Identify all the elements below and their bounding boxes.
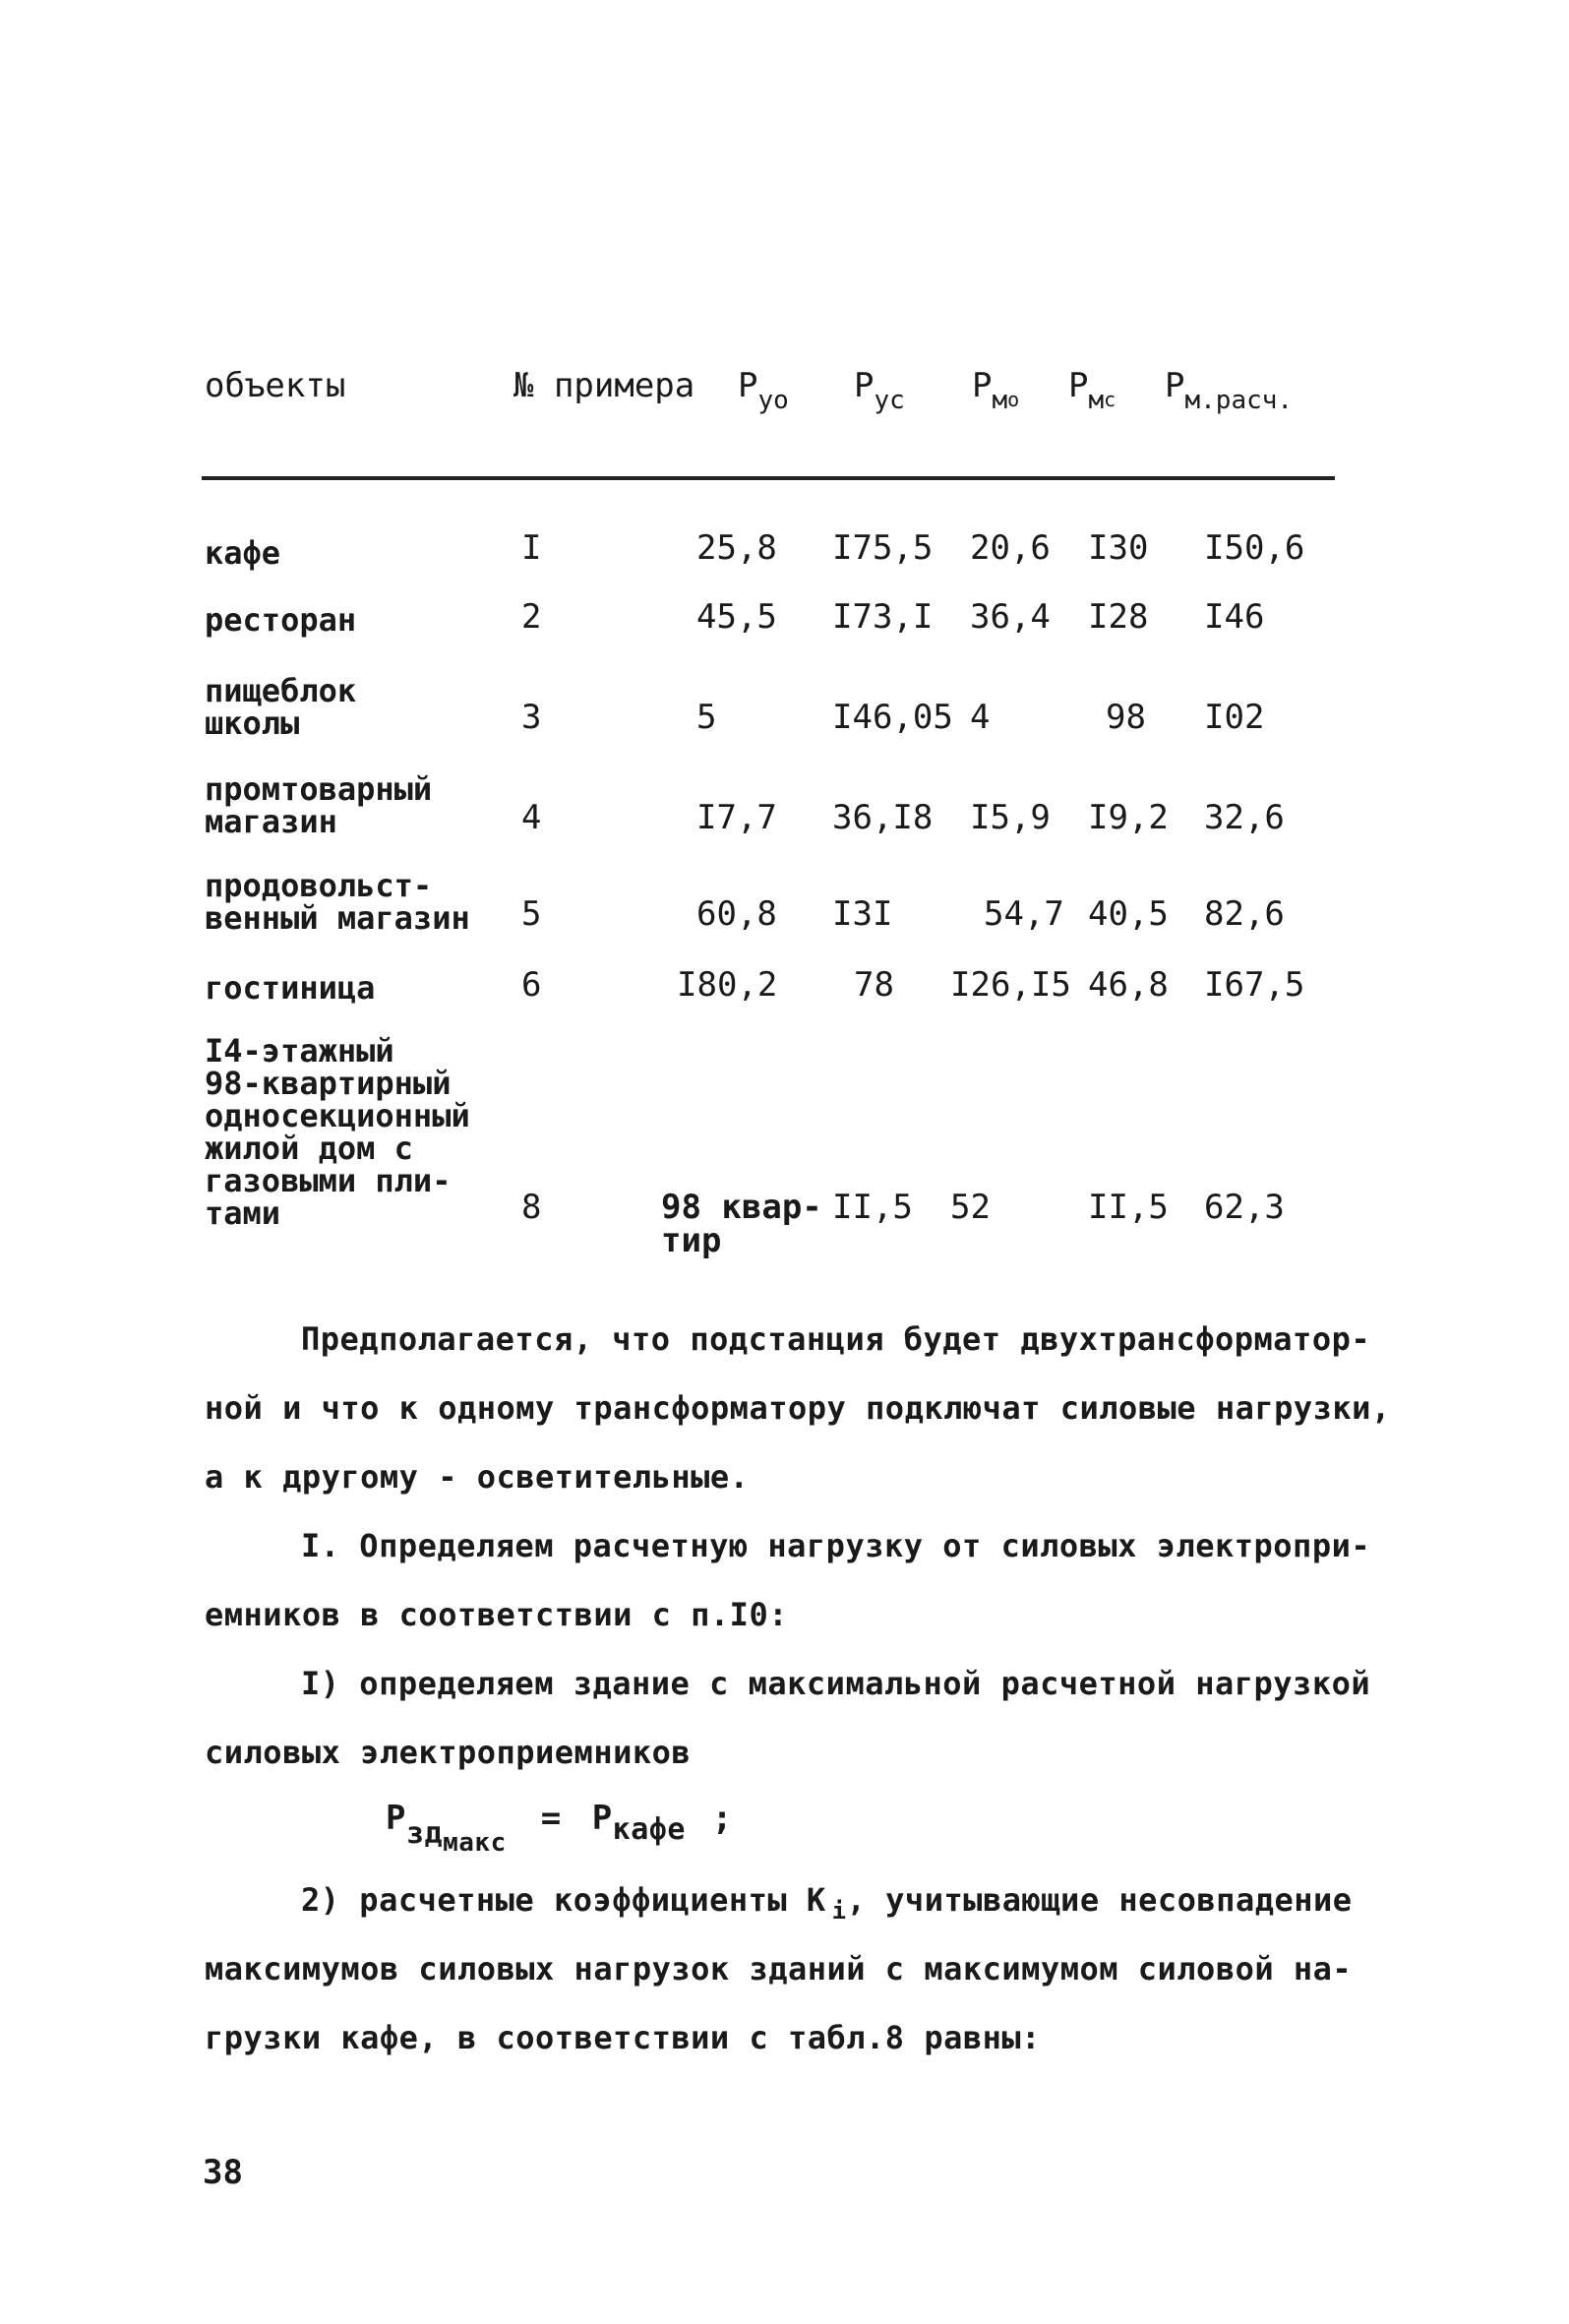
table-cell-no: 3: [521, 698, 542, 737]
body-text-line: емников в соответствии с п.I0:: [205, 1596, 788, 1633]
formula: Pзд$_{макс}$ = Pкафе ;: [386, 1799, 733, 1858]
body-text-line: Предполагается, что подстанция будет двухтрансформатор-: [301, 1320, 1371, 1358]
table-cell-pyc: I73,I: [832, 597, 934, 637]
table-row-object: гостиница: [205, 969, 376, 1007]
table-cell-pmo: 36,4: [970, 597, 1051, 637]
table-cell-pyo: I80,2: [677, 965, 778, 1005]
table-cell-pyc: 36,I8: [832, 798, 934, 837]
body-text-line: максимумов силовых нагрузок зданий с максимумом силовой на-: [205, 1950, 1353, 1988]
table-cell-pyo: 5: [696, 698, 717, 737]
body-text-line: I) определяем здание с максимальной расчетной нагрузкой: [301, 1665, 1371, 1702]
page-number: 38: [203, 2153, 243, 2192]
header-p-mc: $P_{мс}$: [1068, 366, 1116, 415]
table-cell-pmo: 20,6: [970, 528, 1051, 568]
table-cell-pyc: I46,05: [832, 698, 953, 737]
table-cell-no: 4: [521, 798, 542, 837]
table-cell-pmc: I9,2: [1088, 798, 1169, 837]
table-header-rule: [202, 476, 1335, 480]
table-cell-pmo: 54,7: [984, 894, 1064, 934]
table-cell-pmc: 98: [1106, 698, 1146, 737]
table-cell-pmc: 40,5: [1088, 894, 1169, 934]
body-text-line: 2) расчетные коэффициенты K $_i$, учитывающие несовпадение: [301, 1881, 1353, 1925]
header-p-m-calc: $P_{м.расч.}$: [1165, 366, 1294, 415]
table-cell-pyc: II,5: [832, 1188, 913, 1227]
table-cell-no: 5: [521, 894, 542, 934]
table-row-object: промтоварный магазин: [205, 770, 433, 840]
table-row-object: пищеблок школы: [205, 672, 357, 742]
table-cell-pyc: I3I: [832, 894, 893, 934]
table-cell-pcalc: 32,6: [1204, 798, 1285, 837]
table-cell-no: 6: [521, 965, 542, 1005]
header-p-uo: $P_{уо}$: [738, 366, 789, 415]
table-cell-pmo: I26,I5: [950, 965, 1071, 1005]
header-p-uc: $P_{ус}$: [854, 366, 905, 415]
body-text-line: ной и что к одному трансформатору подключат силовые нагрузки,: [205, 1389, 1391, 1427]
table-row-object: ресторан: [205, 601, 357, 639]
table-cell-pyc: 78: [854, 965, 894, 1005]
table-cell-pmo: 52: [950, 1188, 991, 1227]
table-cell-no: 2: [521, 597, 542, 637]
table-cell-pcalc: I67,5: [1204, 965, 1305, 1005]
table-cell-pmo: I5,9: [970, 798, 1051, 837]
table-cell-pmc: II,5: [1088, 1188, 1169, 1227]
table-cell-pmc: I30: [1088, 528, 1149, 568]
table-cell-pyc: I75,5: [832, 528, 934, 568]
table-cell-no: 8: [521, 1188, 542, 1227]
table-cell-pyo: 60,8: [696, 894, 777, 934]
table-cell-pcalc: I46: [1204, 597, 1265, 637]
table-cell-pmo: 4: [970, 698, 991, 737]
table-row-object: продовольст- венный магазин: [205, 867, 470, 937]
table-cell-pmc: 46,8: [1088, 965, 1169, 1005]
body-text-line: силовых электроприемников: [205, 1734, 692, 1771]
table-cell-pyo: 98 квар- тир: [661, 1188, 822, 1260]
table-row-object: I4-этажный 98-квартирный односекционный жилой дом с газовыми пли- тами: [205, 1032, 470, 1232]
table-cell-pcalc: 62,3: [1204, 1188, 1285, 1227]
table-row-object: кафе: [205, 534, 281, 572]
header-objects: объекты: [205, 366, 346, 405]
table-cell-pmc: I28: [1088, 597, 1149, 637]
table-cell-pyo: 25,8: [696, 528, 777, 568]
body-text-line: грузки кафе, в соответствии с табл.8 равны:: [205, 2019, 1041, 2056]
table-cell-pcalc: I50,6: [1204, 528, 1305, 568]
body-text-line: а к другому - осветительные.: [205, 1458, 750, 1496]
table-cell-pyo: I7,7: [696, 798, 777, 837]
table-cell-pyo: 45,5: [696, 597, 777, 637]
body-text-line: I. Определяем расчетную нагрузку от силовых электропри-: [301, 1527, 1371, 1564]
table-cell-pcalc: I02: [1204, 698, 1265, 737]
header-p-mo: $P_{мо}$: [972, 366, 1020, 415]
header-example-number: № примера: [513, 366, 695, 405]
table-cell-no: I: [521, 528, 542, 568]
table-cell-pcalc: 82,6: [1204, 894, 1285, 934]
